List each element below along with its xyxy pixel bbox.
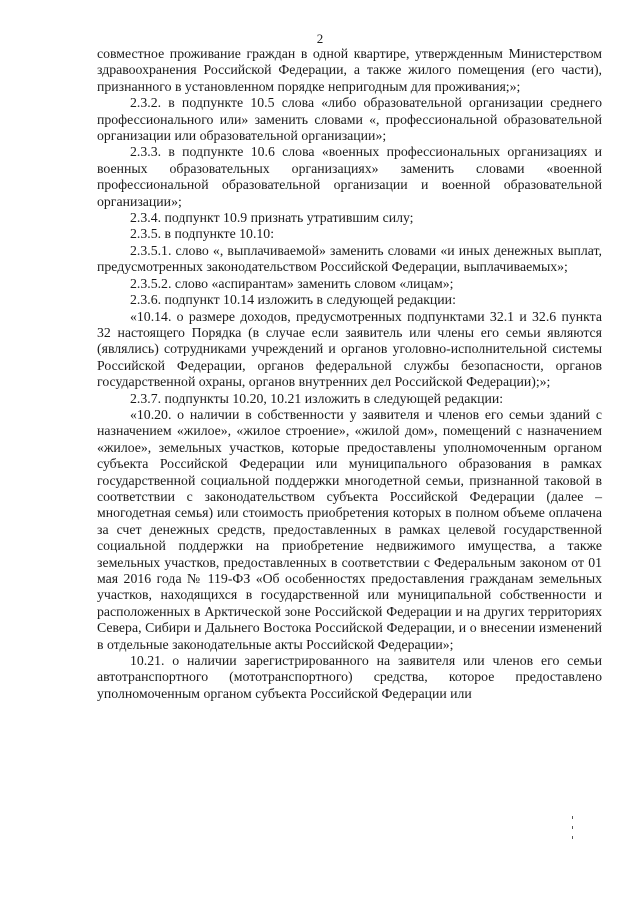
- paragraph-2-3-3: 2.3.3. в подпункте 10.6 слова «военных профессиональных организациях и военных образовательных организациях» заменить словами «военной профессиональной образовательной организации и военной образовательной организации»;: [97, 144, 602, 209]
- scan-artifact-mark: [572, 816, 573, 819]
- document-body: [97, 46, 602, 702]
- paragraph-2-3-4: 2.3.4. подпункт 10.9 признать утратившим силу;: [130, 210, 414, 226]
- paragraph-10-21: 10.21. о наличии зарегистрированного на заявителя или членов его семьи автотранспортного (мототранспортного) средства, которое предоставлено уполномоченным органом субъекта Российской Федерации или: [97, 653, 602, 701]
- paragraph-10-20: «10.20. о наличии в собственности у заявителя и членов его семьи зданий с назначением «жилое», «жилое строение», «жилой дом», помещений с назначением «жилое», земельных участков, которые предоставлены уполномоченным органом субъекта Российской Федерации или муниципального образования в рамках государственной социальной поддержки многодетной семьи, признанной таковой в соответствии с законодательством субъекта Российской Федерации (далее – многодетная семья) или стоимость приобретения которых в полном объеме оплачена за счет денежных средств, предоставленных в рамках целевой государственной социальной поддержки на приобретение недвижимого имущества, а также земельных участков, предоставленных в соответствии с Федеральным законом от 01 мая 2016 года № 119-ФЗ «Об особенностях предоставления гражданам земельных участков, находящихся в государственной или муниципальной собственности и расположенных в Арктической зоне Российской Федерации и на других территориях Севера, Сибири и Дальнего Востока Российской Федерации, и о внесении изменений в отдельные законодательные акты Российской Федерации»;: [97, 406, 602, 652]
- scan-artifact-mark: [572, 826, 573, 829]
- paragraph-continuation: совместное проживание граждан в одной квартире, утвержденным Министерством здравоохранения Российской Федерации, а также жилого помещения (его части), признанного в установленном порядке непригодным для проживания;»;: [97, 46, 602, 94]
- scan-artifact-mark: [572, 836, 573, 839]
- paragraph-2-3-5-1: 2.3.5.1. слово «, выплачиваемой» заменить словами «и иных денежных выплат, предусмотренных законодательством Российской Федерации, выплачиваемых»;: [97, 242, 602, 275]
- page-number: 2: [316, 31, 324, 46]
- paragraph-2-3-5-2: 2.3.5.2. слово «аспирантам» заменить словом «лицам»;: [130, 275, 454, 291]
- paragraph-2-3-5: 2.3.5. в подпункте 10.10:: [130, 226, 275, 242]
- paragraph-2-3-7: 2.3.7. подпункты 10.20, 10.21 изложить в следующей редакции:: [130, 390, 504, 406]
- paragraph-10-14: «10.14. о размере доходов, предусмотренных подпунктами 32.1 и 32.6 пункта 32 настоящего Порядка (в случае если заявитель или члены его семьи являются (являлись) сотрудниками учреждений и органов уголовно-исполнительной системы Российской Федерации, органов федеральной службы безопасности, органов государственной охраны, органов внутренних дел Российской Федерации);»;: [97, 308, 602, 390]
- paragraph-2-3-6: 2.3.6. подпункт 10.14 изложить в следующей редакции:: [130, 292, 456, 308]
- paragraph-2-3-2: 2.3.2. в подпункте 10.5 слова «либо образовательной организации среднего профессионального или» заменить словами «, профессиональной образовательной организации или образовательной организации»;: [97, 95, 602, 144]
